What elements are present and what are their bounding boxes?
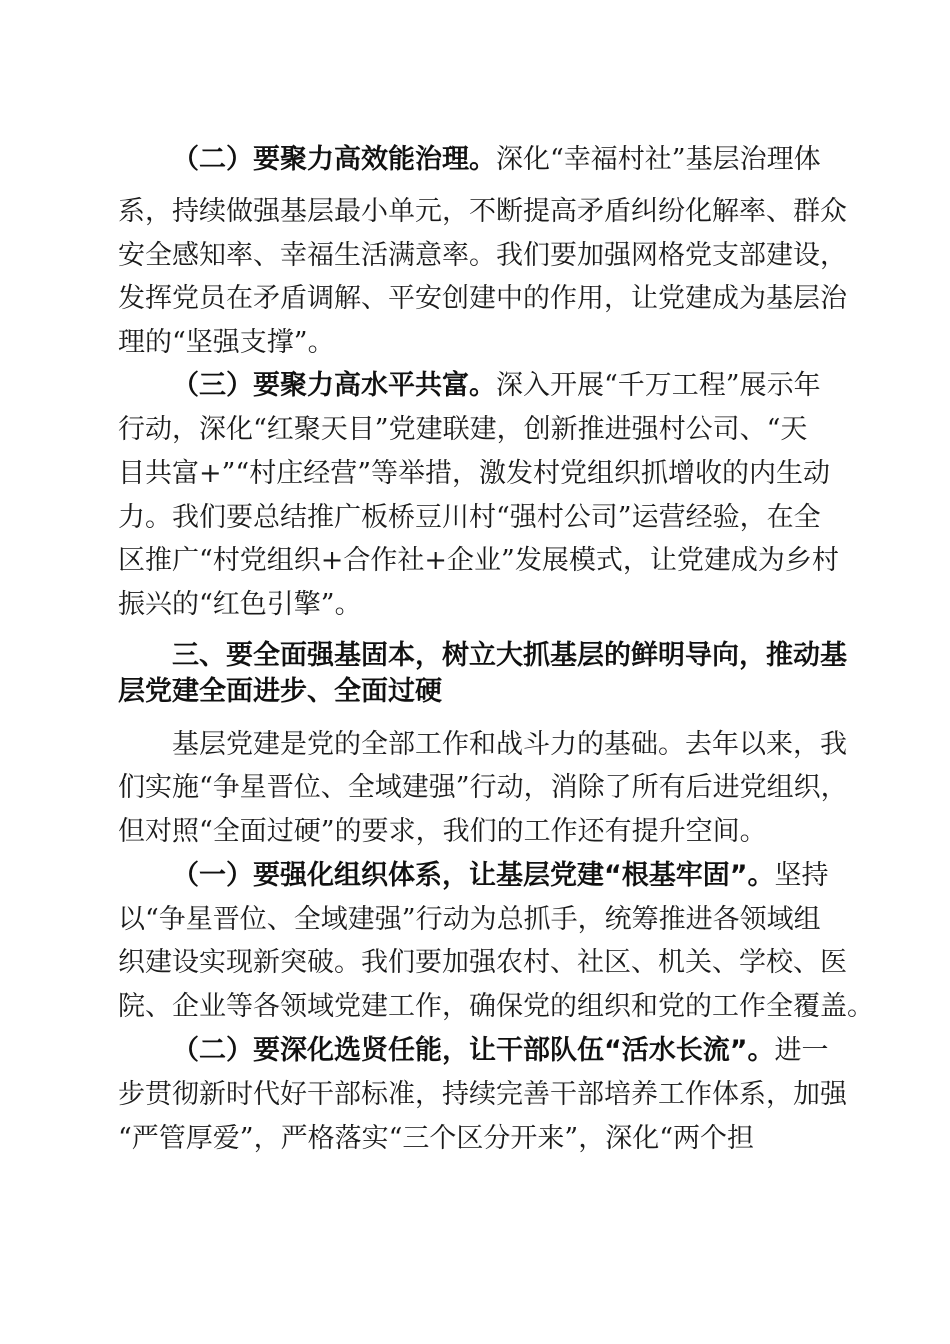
para-4-first-line — [172, 858, 829, 894]
para-2-line: 行动，深化“红聚天目”党建联建，创新推进强村公司、“天 — [118, 414, 808, 445]
para-3-line: 但对照“全面过硬”的要求，我们的工作还有提升空间。 — [118, 816, 767, 847]
section-heading: 三、要全面强基固本，树立大抓基层的鲜明导向，推动基 — [172, 640, 847, 671]
para-5-lead-heading: （二）要深化选贤任能，让干部队伍“活水长流”。 — [172, 1035, 775, 1066]
section-heading: 层党建全面进步、全面过硬 — [118, 676, 442, 707]
para-2-line: 力。我们要总结推广板桥豆川村“强村公司”运营经验，在全 — [118, 502, 821, 533]
para-1-line: 发挥党员在矛盾调解、平安创建中的作用，让党建成为基层治 — [118, 283, 847, 314]
para-1-line: 系，持续做强基层最小单元，不断提高矛盾纠纷化解率、群众 — [118, 196, 847, 227]
para-2-lead-heading: （三）要聚力高水平共富。 — [172, 370, 496, 401]
para-2-line: 目共富+”“村庄经营”等举措，激发村党组织抓增收的内生动 — [118, 458, 831, 489]
para-1-lead-heading: （二）要聚力高效能治理。 — [172, 144, 496, 175]
para-2-first-rest: 深入开展“千万工程”展示年 — [496, 370, 821, 401]
para-4-line: 以“争星晋位、全域建强”行动为总抓手，统筹推进各领域组 — [118, 904, 821, 935]
para-3-line: 基层党建是党的全部工作和战斗力的基础。去年以来，我 — [172, 729, 847, 760]
para-1-line: 理的“坚强支撑”。 — [118, 327, 335, 358]
para-4-line: 院、企业等各领域党建工作，确保党的组织和党的工作全覆盖。 — [118, 991, 874, 1022]
para-3-line: 们实施“争星晋位、全域建强”行动，消除了所有后进党组织， — [118, 772, 848, 803]
para-1-first-rest: 深化“幸福村社”基层治理体 — [496, 144, 821, 175]
para-2-line: 区推广“村党组织+合作社+企业”发展模式，让党建成为乡村 — [118, 545, 839, 576]
para-2-line: 振兴的“红色引擎”。 — [118, 589, 362, 620]
para-1-line: 安全感知率、幸福生活满意率。我们要加强网格党支部建设， — [118, 240, 847, 271]
para-5-line: 步贯彻新时代好干部标准，持续完善干部培养工作体系，加强 — [118, 1079, 847, 1110]
para-4-lead-heading: （一）要强化组织体系，让基层党建“根基牢固”。 — [172, 860, 775, 891]
para-2-first-line — [172, 368, 821, 404]
para-4-first-rest: 坚持 — [774, 860, 829, 891]
para-5-first-rest: 进一 — [774, 1035, 829, 1066]
para-5-first-line — [172, 1033, 829, 1069]
para-5-line: “严管厚爱”，严格落实“三个区分开来”，深化“两个担 — [118, 1123, 755, 1154]
para-1-first-line — [172, 142, 821, 178]
para-4-line: 织建设实现新突破。我们要加强农村、社区、机关、学校、医 — [118, 947, 847, 978]
